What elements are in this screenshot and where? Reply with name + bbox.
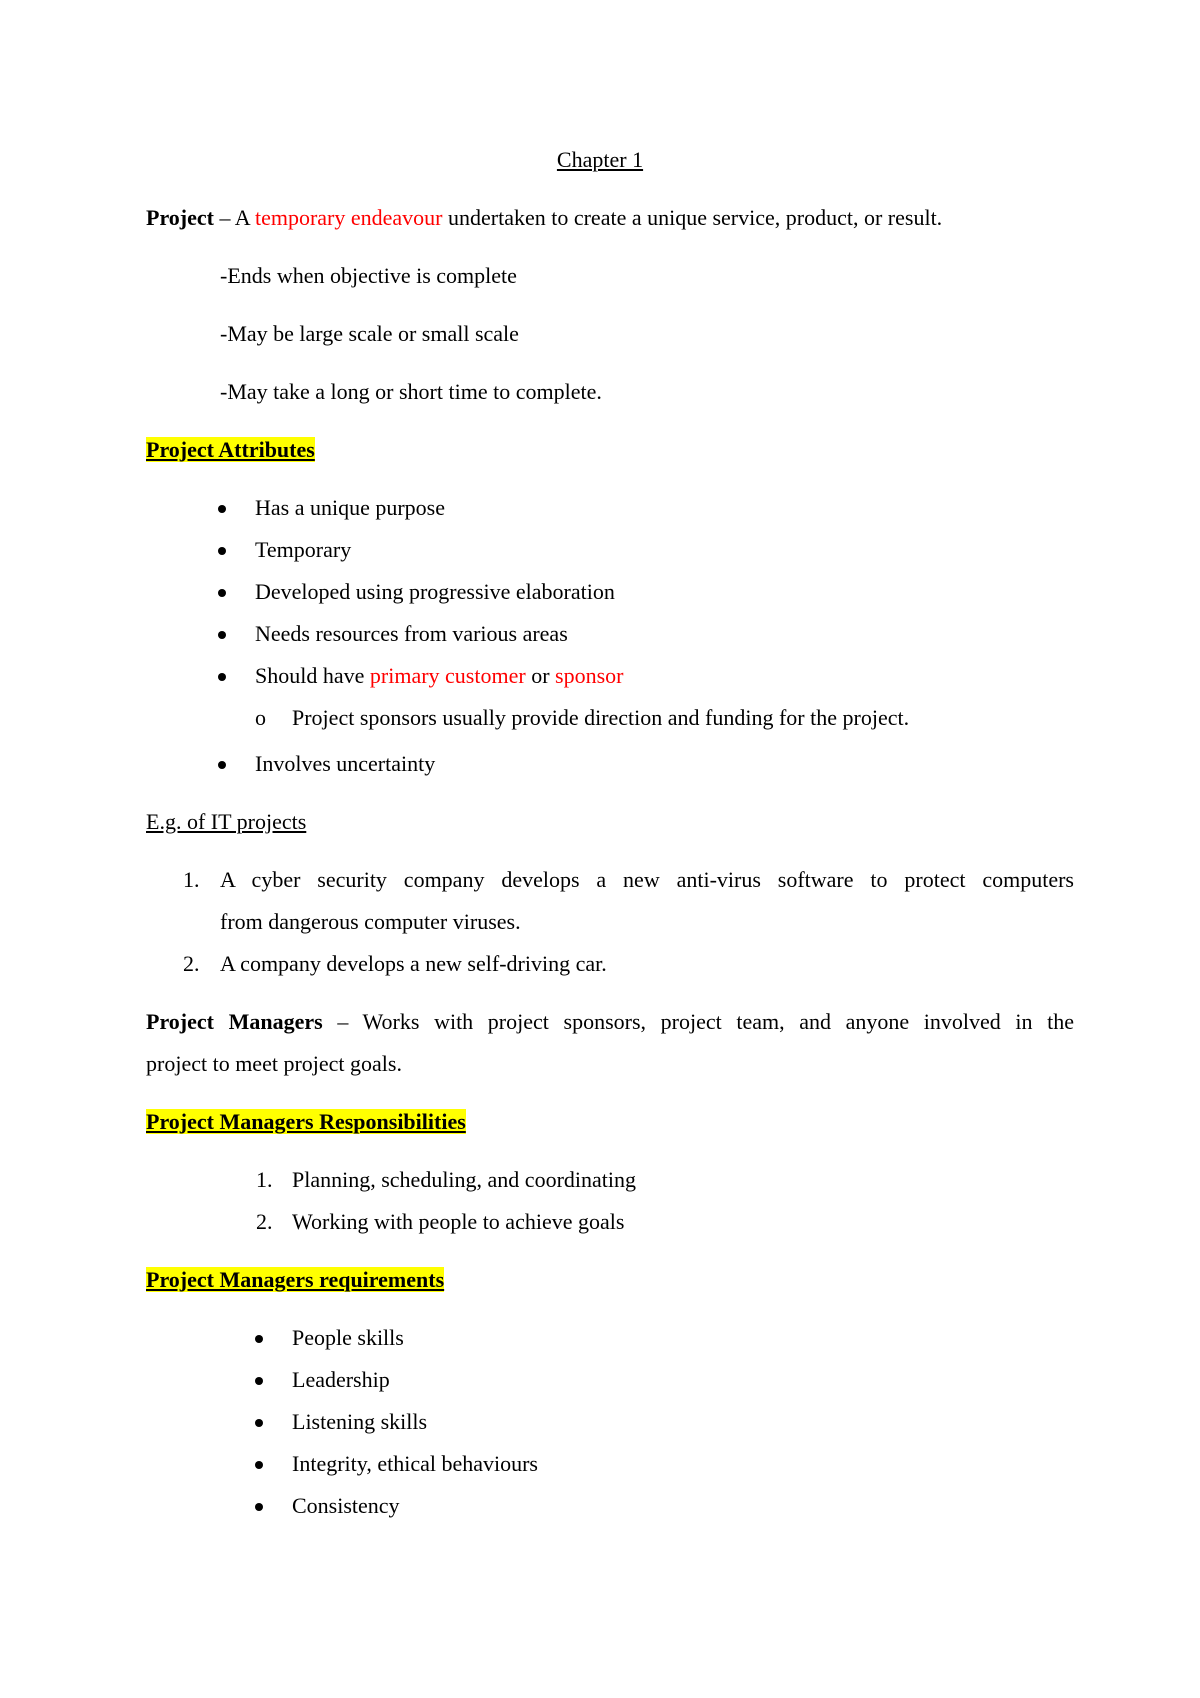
responsibilities-heading-text: Project Managers Responsibilities: [146, 1109, 466, 1134]
bullet-icon: [255, 1461, 263, 1469]
bullet-icon: [255, 1335, 263, 1343]
examples-heading: E.g. of IT projects: [146, 809, 307, 834]
attributes-heading: [146, 436, 315, 464]
bullet-icon: [255, 1503, 263, 1511]
project-term: Project: [146, 205, 214, 230]
attribute-item-sponsor: [255, 662, 623, 690]
responsibility-number: 1.: [256, 1167, 273, 1192]
responsibilities-heading: [146, 1108, 466, 1136]
example-text: A company develops a new self-driving car.: [220, 951, 607, 976]
project-rest: undertaken to create a unique service, product, or result.: [442, 205, 943, 230]
sub-bullet-icon: o: [255, 705, 266, 730]
requirement-item: Leadership: [292, 1367, 390, 1392]
attribute-sub-item: Project sponsors usually provide direction and funding for the project.: [292, 705, 910, 730]
responsibility-item: Planning, scheduling, and coordinating: [292, 1167, 636, 1192]
attribute-item: Needs resources from various areas: [255, 621, 568, 646]
example-text-line2: from dangerous computer viruses.: [220, 909, 521, 934]
attribute-item: Developed using progressive elaboration: [255, 579, 615, 604]
attributes-heading-text: Project Attributes: [146, 437, 315, 462]
bullet-icon: [218, 505, 226, 513]
bullet-icon: [255, 1419, 263, 1427]
managers-definition-line1: [146, 1008, 1074, 1036]
bullet-icon: [218, 761, 226, 769]
project-highlight: temporary endeavour: [254, 205, 443, 230]
requirement-item: Integrity, ethical behaviours: [292, 1451, 538, 1476]
example-number: 1.: [183, 867, 200, 892]
responsibility-number: 2.: [256, 1209, 273, 1234]
project-note: -May take a long or short time to complete.: [220, 379, 602, 404]
bullet-icon: [218, 673, 226, 681]
bullet-icon: [218, 589, 226, 597]
project-note: -May be large scale or small scale: [220, 321, 519, 346]
project-note: -Ends when objective is complete: [220, 263, 517, 288]
project-dash: – A: [214, 205, 255, 230]
primary-customer: primary customer: [369, 663, 526, 688]
requirement-item: People skills: [292, 1325, 404, 1350]
sponsor-prefix: Should have: [255, 663, 370, 688]
requirement-item: Consistency: [292, 1493, 400, 1518]
bullet-icon: [255, 1377, 263, 1385]
attribute-item: Temporary: [255, 537, 352, 562]
chapter-title: Chapter 1: [556, 147, 644, 172]
sponsor-word: sponsor: [555, 663, 624, 688]
requirements-heading-text: Project Managers requirements: [146, 1267, 445, 1292]
requirement-item: Listening skills: [292, 1409, 428, 1434]
example-text-line1: A cyber security company develops a new anti-virus software to protect computers: [220, 867, 1074, 892]
bullet-icon: [218, 547, 226, 555]
attribute-item: Involves uncertainty: [255, 751, 436, 776]
managers-line1: – Works with project sponsors, project team, and anyone involved in the: [322, 1009, 1074, 1034]
bullet-icon: [218, 631, 226, 639]
sponsor-or: or: [525, 663, 556, 688]
attribute-item: Has a unique purpose: [255, 495, 446, 520]
example-number: 2.: [183, 951, 200, 976]
managers-term: Project Managers: [146, 1009, 323, 1034]
requirements-heading: [146, 1266, 444, 1294]
managers-definition-line2: project to meet project goals.: [146, 1051, 402, 1076]
project-definition: [146, 204, 942, 232]
responsibility-item: Working with people to achieve goals: [292, 1209, 625, 1234]
